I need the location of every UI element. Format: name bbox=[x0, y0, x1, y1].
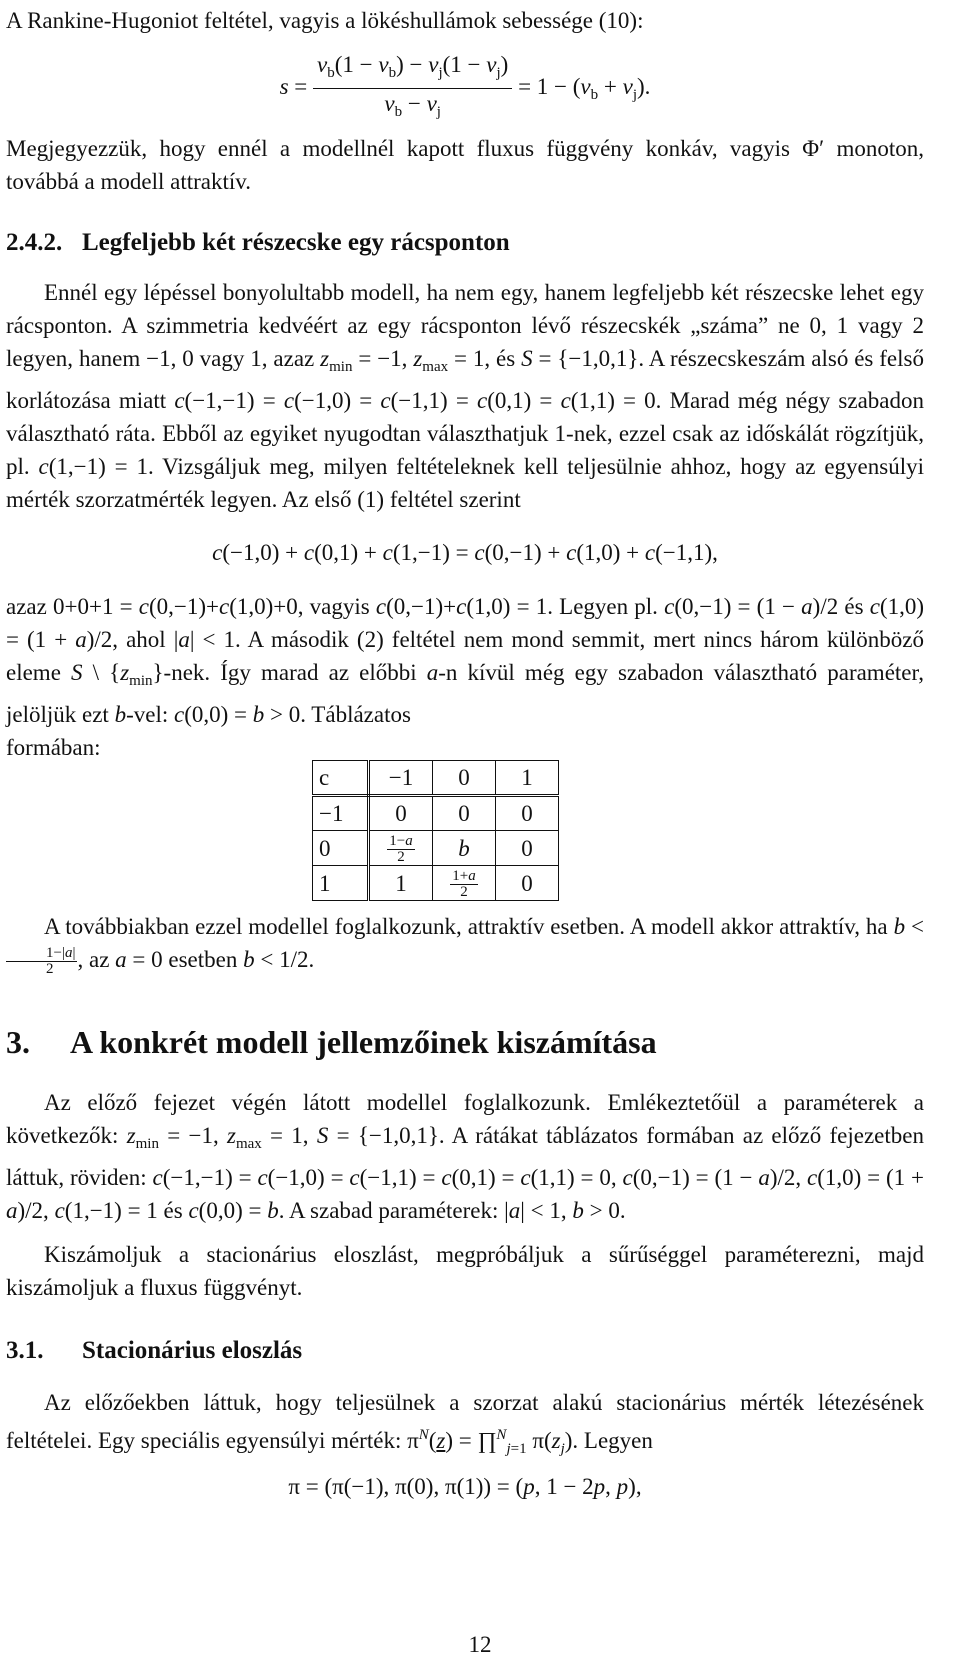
pi-definition-equation: π = (π(−1), π(0), π(1)) = (p, 1 − 2p, p), bbox=[288, 1474, 642, 1499]
rate-table-row-label: 1 bbox=[313, 866, 369, 901]
model-parameters-paragraph: Az előző fejezet végén látott modellel foglalkozunk. Emlékeztetőül a paraméterek a következők: $z_{min} = -1$, $z_{max} = 1$, S = {−1,0,1}. A rátákat táblázatos formában az előző fejezetben láttuk, röviden: c(−1,−1) = c(−1,0) = c(−1,1) = c(0,1) = c(1,1) = 0, c(0,−1) = (1 − a)/2, c(1,0) = (1 + a)/2, c(1,−1) = 1 és c(0,0) = b. A szabad paraméterek: |a| < 1, b > 0. bbox=[6, 1090, 924, 1223]
rate-table-cell: 0 bbox=[433, 796, 496, 831]
subsection-3-1-heading: 3.1. Stacionárius eloszlás bbox=[6, 1337, 303, 1364]
rate-table-cell-fraction: $\frac{1-a}{2}$ bbox=[369, 831, 433, 866]
plan-paragraph: Kiszámoljuk a stacionárius eloszlást, megpróbáljuk a sűrűséggel paraméterezni, majd kiszámoljuk a fluxus függvényt. bbox=[6, 1242, 924, 1300]
rate-table-row-label: 0 bbox=[313, 831, 369, 866]
rate-table-cell: 1 bbox=[369, 866, 433, 901]
rate-table-cell-fraction: $\frac{1+a}{2}$ bbox=[433, 866, 496, 901]
rate-table-header-row bbox=[313, 761, 559, 796]
page-number: 12 bbox=[468, 1632, 492, 1657]
rates-derivation-paragraph: azaz 0+0+1 = c(0,−1)+c(1,0)+0, vagyis c(0,−1)+c(1,0) = 1. Legyen pl. c(0,−1) = (1 − a)/2 és c(1,0) = (1 + a)/2, ahol |a| < 1. A második (2) feltétel nem mond semmit, mert nincs három különböző eleme S \ $\{z_{min}\}$-nek. Így marad az előbbi a-n kívül még egy szabadon választható paraméter, jelöljük ezt b-vel: c(0,0) = b > 0. Táblázatos formában: bbox=[6, 594, 924, 760]
rate-table-cell: b bbox=[433, 831, 496, 866]
max-two-particles-paragraph: Ennél egy lépéssel bonyolultabb modell, ha nem egy, hanem legfeljebb két részecske lehet egy rácsponton. A szimmetria kedvéért az egy rácsponton lévő részecskék „száma” ne 0, 1 vagy 2 legyen, hanem −1, 0 vagy 1, azaz $z_{min} = -1$, $z_{max} = 1$, és S = {−1,0,1}. A részecskeszám alsó és felső korlátozása miatt c(−1,−1) = c(−1,0) = c(−1,1) = c(0,1) = c(1,1) = 0. Marad még négy szabadon választható ráta. Ebből az egyiket nyugodtan választhatjuk 1-nek, ezzel csak az időskálát rögzítjük, pl. c(1,−1) = 1. Vizsgáljuk meg, milyen feltételeknek kell teljesülnie ahhoz, hogy az egyensúlyi mérték szorzatmérték legyen. Az első (1) feltétel szerint bbox=[6, 280, 924, 512]
rate-table bbox=[312, 760, 559, 901]
attractive-case-paragraph: A továbbiakban ezzel modellel foglalkozunk, attraktív esetben. A modell akkor attraktív, ha b < $\frac{1-|a|}{2}$ , az a = 0 esetben b < 1/2. bbox=[6, 910, 924, 977]
rate-table-header-cell: c bbox=[313, 761, 369, 796]
subsection-2-4-2-heading: 2.4.2. Legfeljebb két részecske egy rácsponton bbox=[6, 229, 510, 256]
rate-table-header-cell: 1 bbox=[496, 761, 559, 796]
rate-table-row-label: −1 bbox=[313, 796, 369, 831]
rate-table-cell: 0 bbox=[496, 831, 559, 866]
section-3-heading: 3. A konkrét modell jellemzőinek kiszámítása bbox=[6, 1024, 657, 1060]
flux-concave-paragraph: Megjegyezzük, hogy ennél a modellnél kapott fluxus függvény konkáv, vagyis Φ′ monoton, továbbá a modell attraktív. bbox=[6, 136, 924, 194]
shock-speed-equation: s = $\frac{v_b(1 - v_b) - v_j(1 - v_j)}{v_b - v_j}$ = $1 - (v_b + v_j)$. bbox=[279, 52, 651, 120]
rate-table-row bbox=[313, 796, 559, 831]
rate-table-row bbox=[313, 831, 559, 866]
stationary-measure-paragraph: Az előzőekben láttuk, hogy teljesülnek a szorzat alakú stacionárius mérték létezésének feltételei. Egy speciális egyensúlyi mérték: $\pi^N(z)$ = ∏$^N_{j=1}$ $\pi(z_j)$. Legyen bbox=[6, 1390, 924, 1457]
first-condition-equation: c(−1,0) + c(0,1) + c(1,−1) = c(0,−1) + c(1,0) + c(−1,1), bbox=[212, 540, 718, 565]
rate-table-row bbox=[313, 866, 559, 901]
rate-table-header-cell: 0 bbox=[433, 761, 496, 796]
rate-table-cell: 0 bbox=[369, 796, 433, 831]
rh-intro-paragraph: A Rankine-Hugoniot feltétel, vagyis a lökéshullámok sebessége (10): bbox=[6, 8, 644, 33]
rate-table-cell: 0 bbox=[496, 866, 559, 901]
rate-table-header-cell: −1 bbox=[369, 761, 433, 796]
rate-table-cell: 0 bbox=[496, 796, 559, 831]
